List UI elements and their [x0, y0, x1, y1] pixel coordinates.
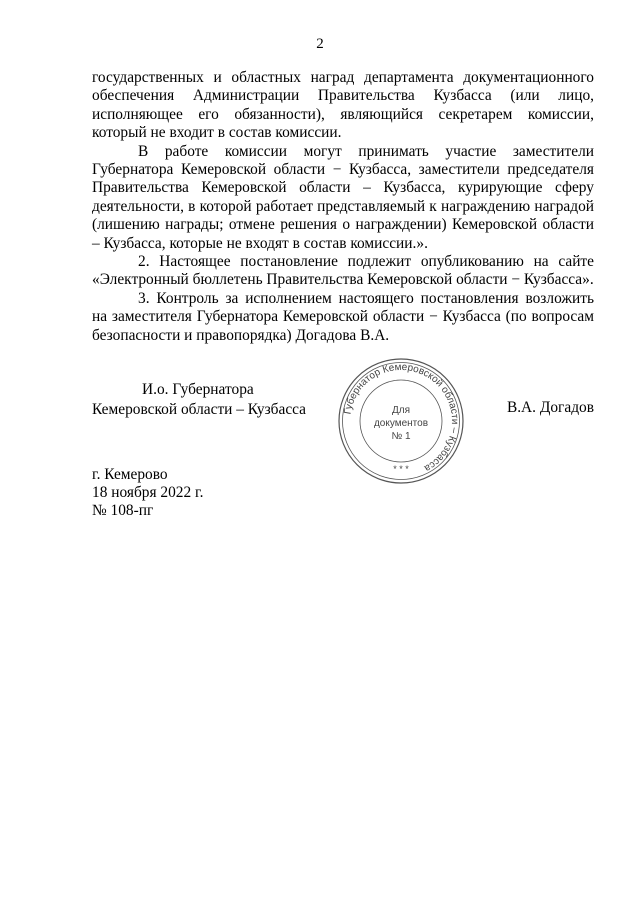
signatory-title — [92, 380, 306, 419]
document-city: г. Кемерово — [92, 466, 168, 483]
paragraph: государственных и областных наград департамента документационного обеспечения Администрации Правительства Кузбасса (или лицо, исполняющее его обязанности), являющийся секретарем комиссии, который не входит в состав комиссии. — [92, 69, 594, 142]
signatory-title-line2: Кемеровской области – Кузбасса — [92, 400, 307, 418]
page-number: 2 — [316, 36, 324, 52]
stamp-center-line3: № 1 — [391, 431, 411, 442]
paragraph: 2. Настоящее постановление подлежит опубликованию на сайте «Электронный бюллетень Правительства Кемеровской области − Кузбасса». — [92, 253, 594, 289]
paragraph: В работе комиссии могут принимать участие заместители Губернатора Кемеровской области − Кузбасса, заместители председателя Правительства Кемеровской области – Кузбасса, курирующие сферу деятельности, в которой работает представляемый к награждению наградой (лишению награды; отмене решения о награждении) Кемеровской области – Кузбасса, которые не входят в состав комиссии.». — [92, 142, 594, 252]
stamp-ring-text: Губернатор Кемеровской области – Кузбасса — [342, 361, 461, 474]
signatory-name: В.А. Догадов — [506, 399, 594, 416]
document-meta — [92, 466, 203, 520]
paragraph: 3. Контроль за исполнением настоящего постановления возложить на заместителя Губернатора Кемеровской области − Кузбасса (по вопросам безопасности и правопорядка) Догадова В.А. — [92, 289, 594, 344]
document-date: 18 ноября 2022 г. — [92, 484, 204, 501]
official-stamp — [336, 356, 466, 486]
stamp-center-line1: Для — [391, 405, 411, 416]
stamp-stars: * * * — [393, 464, 409, 474]
document-number: № 108-пг — [92, 502, 154, 519]
stamp-center-line2: документов — [373, 418, 429, 429]
signatory-title-line1: И.о. Губернатора — [142, 381, 254, 398]
document-body — [92, 69, 594, 345]
